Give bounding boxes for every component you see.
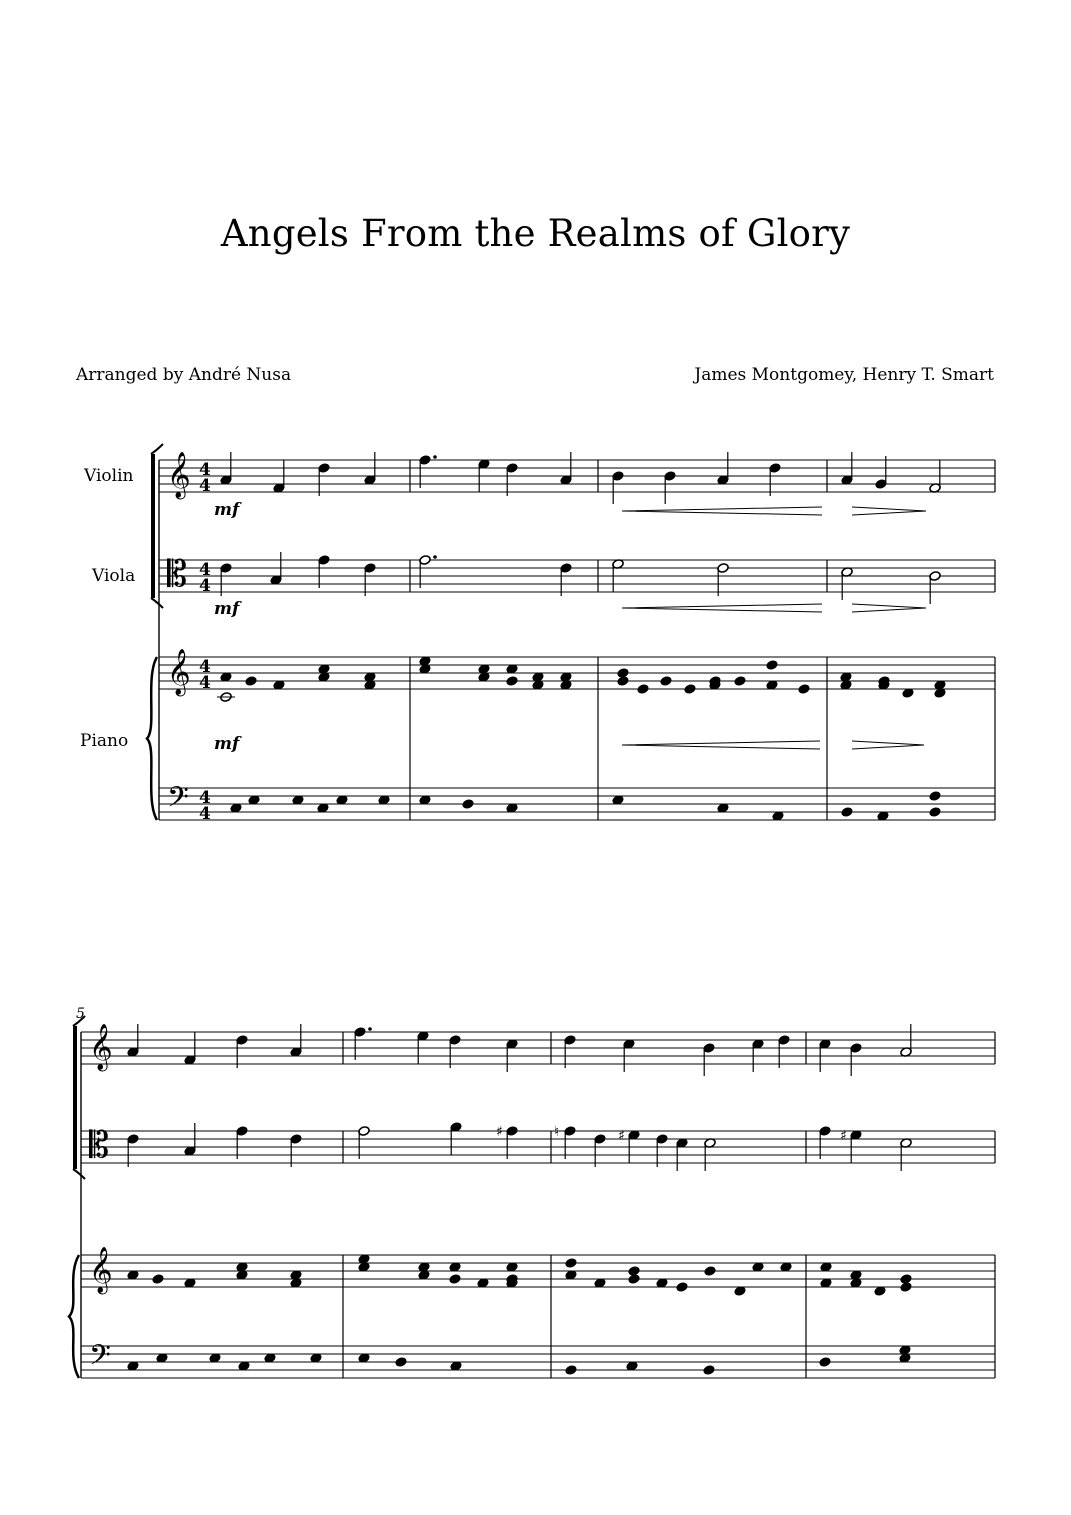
dynamic-mf: mf (214, 734, 240, 754)
accidental: ♯ (496, 1124, 503, 1140)
notehead (703, 1365, 715, 1376)
time-signature: 4 (199, 657, 211, 677)
time-signature: 4 (199, 460, 211, 480)
crescendo-hairpin (622, 741, 820, 749)
time-signature: 4 (199, 804, 211, 824)
bracket-hook (151, 444, 163, 454)
augmentation-dot (433, 555, 437, 559)
dynamic-mf: mf (214, 500, 240, 520)
notehead (798, 684, 810, 695)
system-brackets (69, 444, 163, 1378)
notehead (929, 807, 941, 818)
notehead (628, 1274, 640, 1285)
notehead (766, 660, 778, 671)
accidental: ♮ (554, 1124, 560, 1140)
time-signature: 4 (199, 673, 211, 693)
notehead (929, 791, 941, 802)
notehead (676, 1282, 688, 1293)
bracket-hook (151, 598, 163, 608)
notehead (565, 1258, 577, 1269)
notehead (637, 684, 649, 695)
clefs (89, 452, 211, 1379)
time-signature: 4 (199, 576, 211, 596)
treble-clef: 𝄞 (167, 452, 191, 498)
notehead (734, 676, 746, 687)
augmentation-dot (368, 1027, 372, 1031)
piano-brace (147, 657, 157, 820)
notehead (660, 676, 672, 687)
alto-clef: 𝄡 (89, 1125, 110, 1166)
crescendo-hairpin (622, 604, 822, 612)
bass-clef: 𝄢 (167, 781, 189, 821)
notehead (704, 1266, 716, 1277)
instrument-label-piano: Piano (80, 731, 129, 751)
notehead (449, 1274, 461, 1285)
notehead (900, 1282, 912, 1293)
notes (127, 452, 946, 1375)
staff-lines (81, 460, 995, 1378)
notehead (617, 676, 629, 687)
dynamic-mf: mf (214, 599, 240, 619)
arranger-credit: Arranged by André Nusa (76, 365, 292, 385)
measure-number: 5 (76, 1006, 85, 1022)
notehead (506, 676, 518, 687)
notehead (684, 684, 696, 695)
string-bracket (73, 1026, 77, 1169)
accidental: ♯ (618, 1128, 625, 1144)
diminuendo-hairpin (852, 604, 926, 612)
notehead (395, 1357, 407, 1368)
treble-clef: 𝄞 (89, 1024, 113, 1070)
notehead (819, 1357, 831, 1368)
score-title: Angels From the Realms of Glory (220, 212, 851, 255)
crescendo-hairpin (622, 507, 822, 515)
diminuendo-hairpin (852, 741, 924, 749)
barlines (81, 460, 995, 1378)
notehead (841, 807, 853, 818)
treble-clef: 𝄞 (89, 1247, 113, 1293)
alto-clef: 𝄡 (167, 554, 188, 595)
time-signature: 4 (199, 560, 211, 580)
augmentation-dot (433, 455, 437, 459)
diminuendo-hairpin (852, 507, 926, 515)
bracket-hook (73, 1016, 85, 1026)
notehead (462, 799, 474, 810)
notehead (152, 1274, 164, 1285)
instrument-label-viola: Viola (92, 566, 136, 586)
bass-clef: 𝄢 (89, 1339, 111, 1379)
composer-credit: James Montgomey, Henry T. Smart (694, 365, 994, 385)
time-signature: 4 (199, 788, 211, 808)
notehead (565, 1365, 577, 1376)
accidental: ♯ (840, 1128, 847, 1144)
notehead (245, 676, 257, 687)
bracket-hook (73, 1169, 85, 1179)
dynamics (214, 500, 926, 754)
treble-clef: 𝄞 (167, 649, 191, 695)
time-signature: 4 (199, 476, 211, 496)
string-bracket (151, 454, 155, 598)
piano-brace (69, 1255, 79, 1378)
instrument-label-violin: Violin (84, 466, 134, 486)
